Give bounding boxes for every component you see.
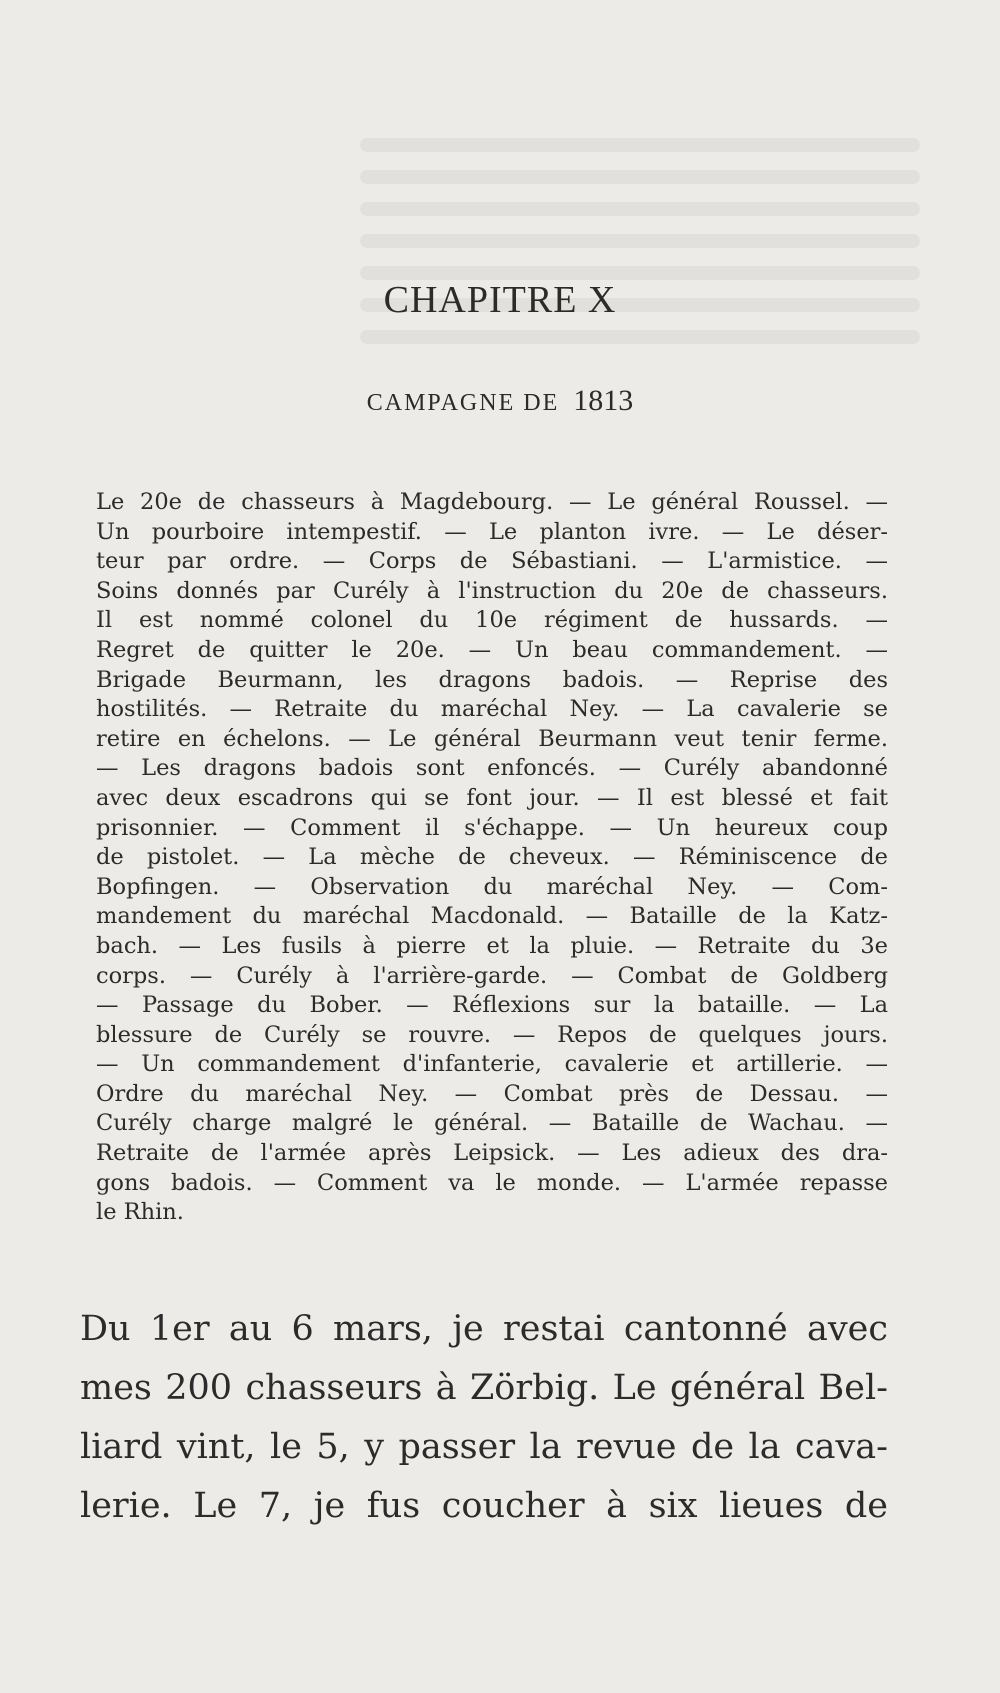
- summary-line: mandement du maréchal Macdonald. — Bataille de la Katz-: [96, 903, 888, 930]
- summary-line: le Rhin.: [96, 1199, 184, 1226]
- summary-line: corps. — Curély à l'arrière-garde. — Combat de Goldberg: [96, 962, 888, 989]
- summary-line: Soins donnés par Curély à l'instruction du 20e de chasseurs.: [96, 577, 888, 604]
- chapter-summary: [96, 488, 888, 1228]
- summary-line: teur par ordre. — Corps de Sébastiani. — L'armistice. —: [96, 548, 888, 575]
- summary-line: avec deux escadrons qui se font jour. — Il est blessé et fait: [96, 784, 888, 811]
- summary-line: blessure de Curély se rouvre. — Repos de quelques jours.: [96, 1021, 888, 1048]
- summary-line: Ordre du maréchal Ney. — Combat près de Dessau. —: [96, 1080, 888, 1107]
- body-text: [80, 1300, 888, 1536]
- summary-line: — Les dragons badois sont enfoncés. — Curély abandonné: [96, 755, 888, 782]
- summary-line: Curély charge malgré le général. — Bataille de Wachau. —: [96, 1110, 888, 1137]
- body-line: Du 1er au 6 mars, je restai cantonné avec: [80, 1309, 888, 1349]
- summary-line: Il est nommé colonel du 10e régiment de hussards. —: [96, 607, 888, 634]
- summary-line: de pistolet. — La mèche de cheveux. — Réminiscence de: [96, 844, 888, 871]
- chapter-subtitle-prefix: CAMPAGNE DE: [366, 390, 560, 416]
- summary-line: Brigade Beurmann, les dragons badois. — Reprise des: [96, 666, 888, 693]
- summary-line: Le 20e de chasseurs à Magdebourg. — Le général Roussel. —: [96, 489, 888, 515]
- body-line: liard vint, le 5, y passer la revue de la cava-: [80, 1427, 888, 1467]
- summary-line: bach. — Les fusils à pierre et la pluie. — Retraite du 3e: [96, 932, 888, 959]
- summary-line: gons badois. — Comment va le monde. — L'armée repasse: [96, 1169, 888, 1196]
- summary-line: Un pourboire intempestif. — Le planton ivre. — Le déser-: [96, 518, 888, 545]
- summary-line: Bopfingen. — Observation du maréchal Ney. — Com-: [96, 873, 888, 900]
- chapter-title: CHAPITRE X: [383, 279, 617, 321]
- body-line: mes 200 chasseurs à Zörbig. Le général Bel-: [80, 1368, 888, 1408]
- summary-line: prisonnier. — Comment il s'échappe. — Un heureux coup: [96, 814, 888, 841]
- summary-line: Regret de quitter le 20e. — Un beau commandement. —: [96, 636, 888, 663]
- chapter-subtitle-year: 1813: [573, 384, 634, 417]
- summary-line: retire en échelons. — Le général Beurmann veut tenir ferme.: [96, 725, 888, 752]
- summary-line: Retraite de l'armée après Leipsick. — Les adieux des dra-: [96, 1140, 888, 1167]
- chapter-subtitle: [0, 384, 1000, 418]
- summary-line: — Passage du Bober. — Réflexions sur la bataille. — La: [96, 992, 888, 1019]
- summary-line: — Un commandement d'infanterie, cavalerie et artillerie. —: [96, 1051, 888, 1078]
- body-line: lerie. Le 7, je fus coucher à six lieues de: [80, 1486, 888, 1526]
- summary-line: hostilités. — Retraite du maréchal Ney. — La cavalerie se: [96, 696, 888, 723]
